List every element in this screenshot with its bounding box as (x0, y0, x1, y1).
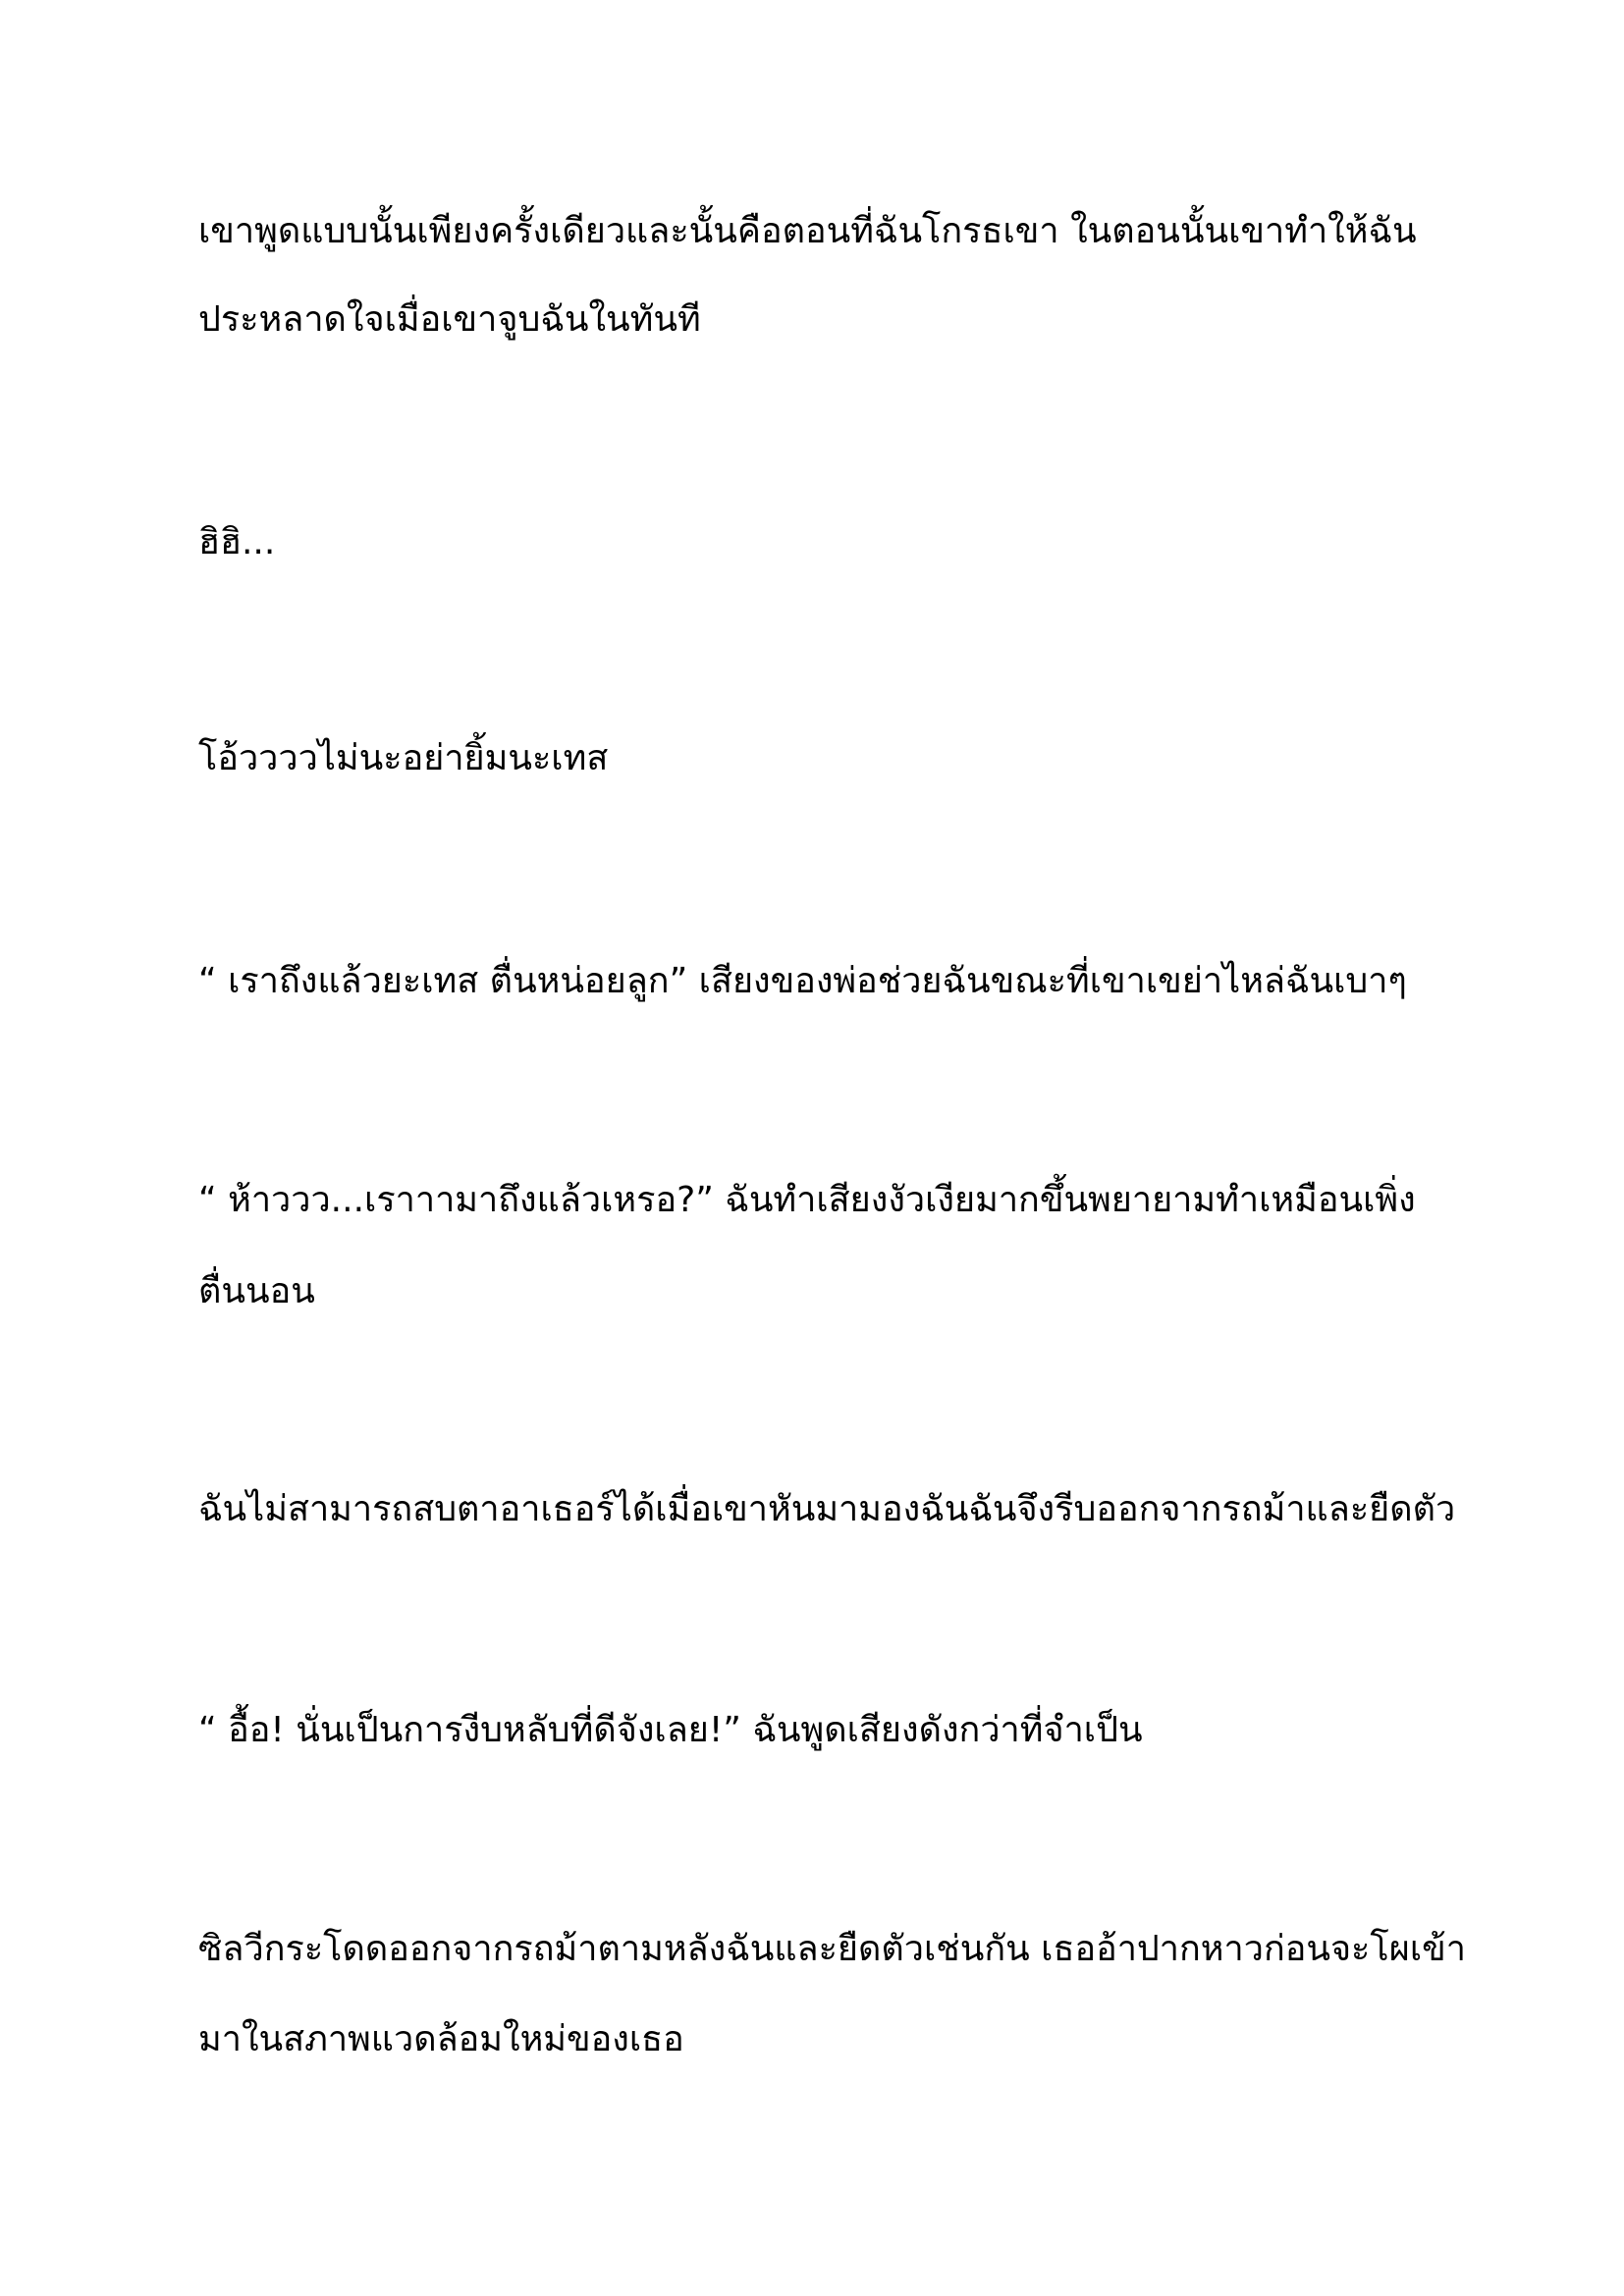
paragraph-1-line-2: ประหลาดใจเมื่อเขาจูบฉันในทันที (198, 299, 701, 340)
paragraph-2-line-1: ฮิฮิ... (198, 522, 276, 562)
paragraph-3-line-1: โอ้ววววไม่นะอย่ายิ้มนะเทส (198, 738, 609, 778)
paragraph-6-line-1: ฉันไม่สามารถสบตาอาเธอร์ได้เมื่อเขาหันมามองฉันฉันจึงรีบออกจากรถม้าและยืดตัว (198, 1489, 1456, 1529)
paragraph-8-line-2: มาในสภาพแวดล้อมใหม่ของเธอ (198, 2019, 684, 2059)
paragraph-4-line-1: “ เราถึงแล้วยะเทส ตื่นหน่อยลูก” เสียงของพ่อช่วยฉันขณะที่เขาเขย่าไหล่ฉันเบาๆ (198, 961, 1407, 1001)
paragraph-5-line-1: “ ห้าววว...เราาามาถึงแล้วเหรอ?” ฉันทำเสียงงัวเงียมากขึ้นพยายามทำเหมือนเพิ่ง (198, 1180, 1416, 1220)
paragraph-8-line-1: ซิลวีกระโดดออกจากรถม้าตามหลังฉันและยืดตัวเช่นกัน เธออ้าปากหาวก่อนจะโผเข้า (198, 1929, 1466, 1969)
paragraph-1-line-1: เขาพูดแบบนั้นเพียงครั้งเดียวและนั้นคือตอนที่ฉันโกรธเขา ในตอนนั้นเขาทำให้ฉัน (198, 211, 1417, 251)
paragraph-7-line-1: “ อื้อ! นั่นเป็นการงีบหลับที่ดีจังเลย!” ฉันพูดเสียงดังกว่าที่จำเป็น (198, 1710, 1143, 1750)
paragraph-5-line-2: ตื่นนอน (198, 1271, 315, 1311)
